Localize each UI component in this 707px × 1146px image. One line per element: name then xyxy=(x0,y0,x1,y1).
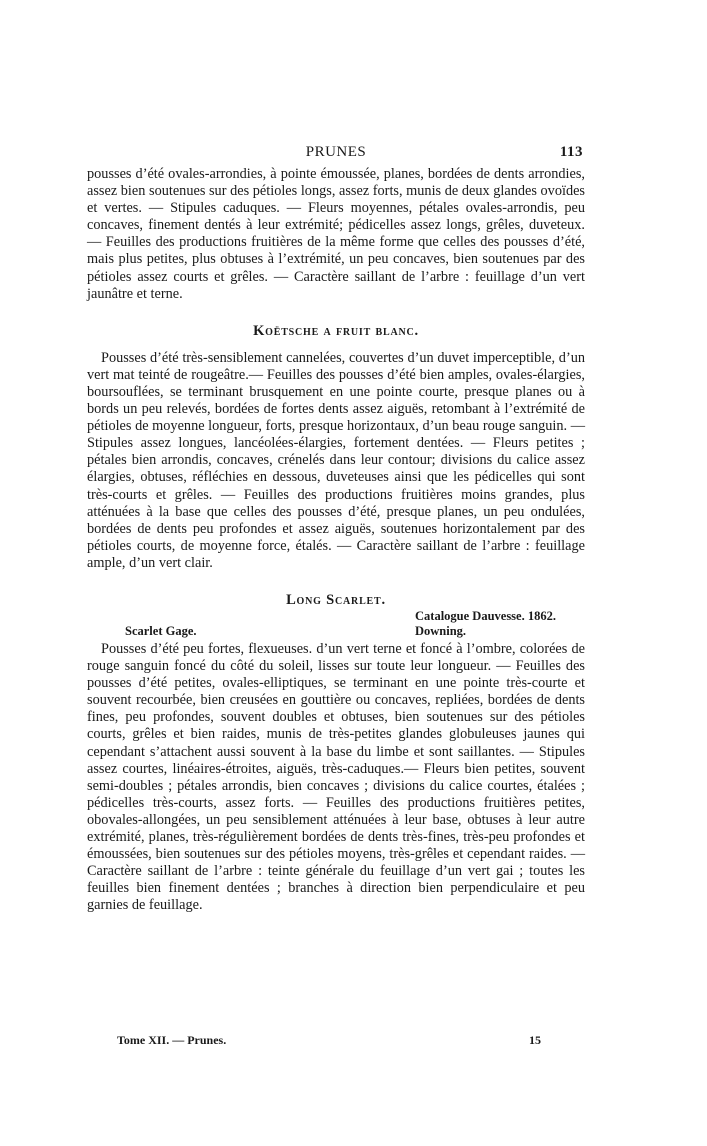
footer-volume-label: Tome XII. — Prunes. xyxy=(117,1033,227,1047)
synonym-sources xyxy=(415,609,556,639)
synonym-source: Downing. xyxy=(415,623,467,638)
section-heading-long-scarlet: Long Scarlet. xyxy=(286,591,386,608)
document-page xyxy=(87,144,585,914)
footer-signature: 15 xyxy=(529,1033,541,1047)
synonyms-block xyxy=(87,609,585,641)
paragraph-koetsche: Pousses d’été très-sensiblement cannelées, couvertes d’un duvet imperceptible, d’un vert mat teinté de rougeâtre.— Feuilles des pousses d’été bien amples, ovales-élargies, boursouflées, se terminant brusquement en une pointe courte, presque planes ou à bords un peu relevés, bordées de fortes dents assez aiguës, retombant à l’extrémité de pétioles de moyenne longueur, forts, presque horizontaux, d’un beau rouge sanguin. — Stipules assez longues, lancéolées-élargies, fortement dentées. — Fleurs petites ; pétales bien arrondis, concaves, crénelés dans leur contour; divisions du calice assez élargies, obtuses, réfléchies en dessous, duveteuses ainsi que les pédicelles qui sont très-courts et grêles. — Feuilles des productions fruitières moins grandes, plus atténuées à la base que celles des pousses d’été, presque planes, un peu ondulées, bordées de dents peu profondes et assez aiguës, soutenues horizontalement par des pétioles courts, de moyenne force, étalés. — Caractère saillant de l’arbre : feuillage ample, d’un vert clair. xyxy=(87,349,585,571)
continued-paragraph: pousses d’été ovales-arrondies, à pointe émoussée, planes, bordées de dents arrondies, assez bien soutenues sur des pétioles longs, assez forts, munis de deux glandes ovoïdes et vertes. — Stipules caduques. — Fleurs moyennes, pétales ovales-arrondis, peu concaves, finement dentés à leur extrémité; pédicelles assez longs, grêles, duveteux. — Feuilles des productions fruitières de la même forme que celles des pousses d’été, mais plus petites, plus obtuses à l’extrémité, un peu concaves, bien soutenues par des pétioles assez courts et grêles. — Caractère saillant de l’arbre : feuillage d’un vert jaunâtre et terne. xyxy=(87,166,585,302)
running-head xyxy=(87,144,585,166)
page-number: 113 xyxy=(559,144,583,160)
page-footer xyxy=(117,1033,541,1048)
running-head-title: PRUNES xyxy=(305,144,367,160)
synonym-source: Catalogue Dauvesse. 1862. xyxy=(415,608,556,623)
section-heading-koetsche: Koëtsche a fruit blanc. xyxy=(253,322,419,339)
synonym-name: Scarlet Gage. xyxy=(125,623,197,638)
paragraph-long-scarlet: Pousses d’été peu fortes, flexueuses. d’un vert terne et foncé à l’ombre, colorées de rouge sanguin foncé du côté du soleil, lisses sur toute leur longueur. — Feuilles des pousses d’été petites, ovales-elliptiques, se terminant en une pointe très-courte et souvent recourbée, bien creusées en gouttière ou concaves, repliées, bordées de dents fines, peu profondes, souvent doubles et obtuses, bien soutenues sur des pétioles courts, grêles et bien raides, munis de très-petites glandes globuleuses jaunes qui cependant s’attachent aussi souvent à la base du limbe et sont saillantes. — Stipules assez courtes, linéaires-étroites, aiguës, très-caduques.— Fleurs bien petites, souvent semi-doubles ; pétales arrondis, bien concaves ; divisions du calice courtes, étalées ; pédicelles très-courts, assez forts. — Feuilles des productions fruitières petites, obovales-allongées, un peu sensiblement atténuées à leur base, obtuses à leur autre extrémité, planes, très-régulièrement bordées de dents très-fines, très-peu profondes et émoussées, bien soutenues sur des pétioles moyens, très-grêles et cependant raides. — Caractère saillant de l’arbre : teinte générale du feuillage d’un vert gai ; toutes les feuilles bien finement dentées ; branches à direction bien perpendiculaire et peu garnies de feuillage. xyxy=(87,640,585,914)
